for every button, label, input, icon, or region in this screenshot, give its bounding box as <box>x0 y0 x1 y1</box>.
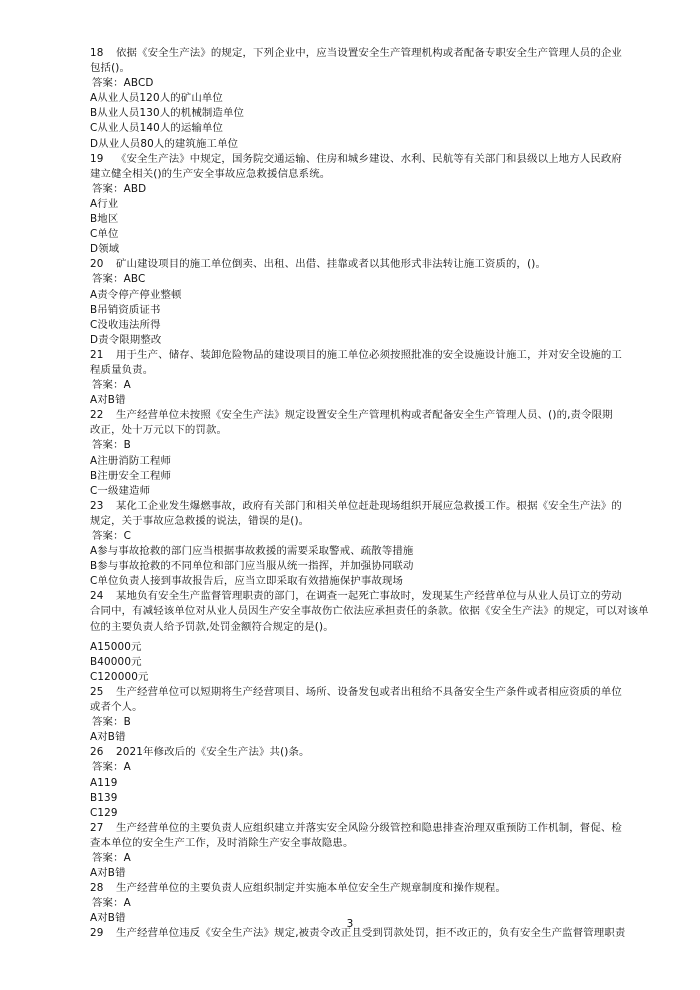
option: A119 <box>90 776 118 789</box>
option: B139 <box>90 791 118 804</box>
answer: 答案：A <box>92 897 131 910</box>
question-22-line-1: 22 生产经营单位未按照《安全生产法》规定设置安全生产管理机构或者配备安全生产管理人员、()的,责令限期 <box>90 409 613 422</box>
question-21-line-2: 程质量负责。 <box>90 363 154 376</box>
option: A从业人员120人的矿山单位 <box>90 92 223 105</box>
option: A对B错 <box>90 867 126 880</box>
option: C120000元 <box>90 670 149 683</box>
option: C没收违法所得 <box>90 318 161 331</box>
option: A对B错 <box>90 394 126 407</box>
option: A注册消防工程师 <box>90 454 172 467</box>
option: B注册安全工程师 <box>90 469 172 482</box>
question-24-line-2: 合同中，有减轻该单位对从业人员因生产安全事故伤亡依法应承担责任的条款。依据《安全生产法》的规定，可以对该单 <box>90 605 649 618</box>
answer: 答案：C <box>92 530 132 542</box>
question-18-line-1: 18 依据《安全生产法》的规定，下列企业中，应当设置安全生产管理机构或者配备专职安全生产管理人员的企业 <box>90 47 622 59</box>
question-25-line-2: 或者个人。 <box>90 701 143 714</box>
answer: 答案：ABD <box>92 182 147 195</box>
option: A行业 <box>90 197 119 210</box>
answer: 答案：B <box>92 716 131 729</box>
question-27-line-2: 查本单位的安全生产工作，及时消除生产安全事故隐患。 <box>90 836 354 849</box>
option: D领域 <box>90 243 120 256</box>
option: B参与事故抢救的不同单位和部门应当服从统一指挥，并加强协同联动 <box>90 560 414 573</box>
question-21-line-1: 21 用于生产、储存、装卸危险物品的建设项目的施工单位必须按照批准的安全设施设计施工，并对安全设施的工 <box>90 348 622 361</box>
question-18-line-2: 包括()。 <box>90 62 131 75</box>
option: A参与事故抢救的部门应当根据事故救援的需要采取警戒、疏散等措施 <box>90 545 414 558</box>
question-24-line-3: 位的主要负责人给予罚款,处罚金额符合规定的是()。 <box>90 620 334 633</box>
question-23-line-2: 规定，关于事故应急救援的说法，错误的是()。 <box>90 514 310 527</box>
question-19-line-2: 建立健全相关()的生产安全事故应急救援信息系统。 <box>90 167 331 180</box>
question-20: 20 矿山建设项目的施工单位倒卖、出租、出借、挂靠或者以其他形式非法转让施工资质的，()。 <box>90 258 547 271</box>
option: C单位 <box>90 228 119 241</box>
option: B40000元 <box>90 655 142 668</box>
answer: 答案：A <box>92 379 131 392</box>
option: A对B错 <box>90 731 126 744</box>
question-26: 26 2021年修改后的《安全生产法》共()条。 <box>90 746 310 759</box>
question-28: 28 生产经营单位的主要负责人应组织制定并实施本单位安全生产规章制度和操作规程。 <box>90 882 506 895</box>
option: D从业人员80人的建筑施工单位 <box>90 137 239 150</box>
page-number: 3 <box>346 918 354 930</box>
question-29: 29 生产经营单位违反《安全生产法》规定,被责令改正且受到罚款处罚，拒不改正的，负有安全生产监督管理职责 <box>90 927 626 940</box>
question-27-line-1: 27 生产经营单位的主要负责人应组织建立并落实安全风险分级管控和隐患排查治理双重预防工作机制，督促、检 <box>90 821 622 834</box>
option: B吊销资质证书 <box>90 303 161 316</box>
question-22-line-2: 改正，处十万元以下的罚款。 <box>90 424 228 437</box>
answer: 答案：ABC <box>92 273 146 286</box>
answer: 答案：ABCD <box>92 77 154 90</box>
question-list <box>90 46 649 942</box>
option: A15000元 <box>90 640 142 653</box>
option: C单位负责人接到事故报告后，应当立即采取有效措施保护事故现场 <box>90 575 404 588</box>
question-23-line-1: 23 某化工企业发生爆燃事故，政府有关部门和相关单位赶赴现场组织开展应急救援工作。根据《安全生产法》的 <box>90 499 622 512</box>
option: D责令限期整改 <box>90 333 162 346</box>
question-25-line-1: 25 生产经营单位可以短期将生产经营项目、场所、设备发包或者出租给不具备安全生产条件或者相应资质的单位 <box>90 685 622 698</box>
option: B地区 <box>90 213 119 226</box>
question-24-line-1: 24 某地负有安全生产监督管理职责的部门，在调查一起死亡事故时，发现某生产经营单位与从业人员订立的劳动 <box>90 590 622 603</box>
question-19-line-1: 19 《安全生产法》中规定，国务院交通运输、住房和城乡建设、水利、民航等有关部门和县级以上地方人民政府 <box>90 152 622 165</box>
option: A对B错 <box>90 912 126 925</box>
answer: 答案：A <box>92 761 131 774</box>
option: C从业人员140人的运输单位 <box>90 122 224 135</box>
option: A责令停产停业整顿 <box>90 288 182 301</box>
answer: 答案：A <box>92 851 131 864</box>
option: C一级建造师 <box>90 484 151 497</box>
option: B从业人员130人的机械制造单位 <box>90 107 245 120</box>
option: C129 <box>90 806 118 819</box>
answer: 答案：B <box>92 439 131 452</box>
